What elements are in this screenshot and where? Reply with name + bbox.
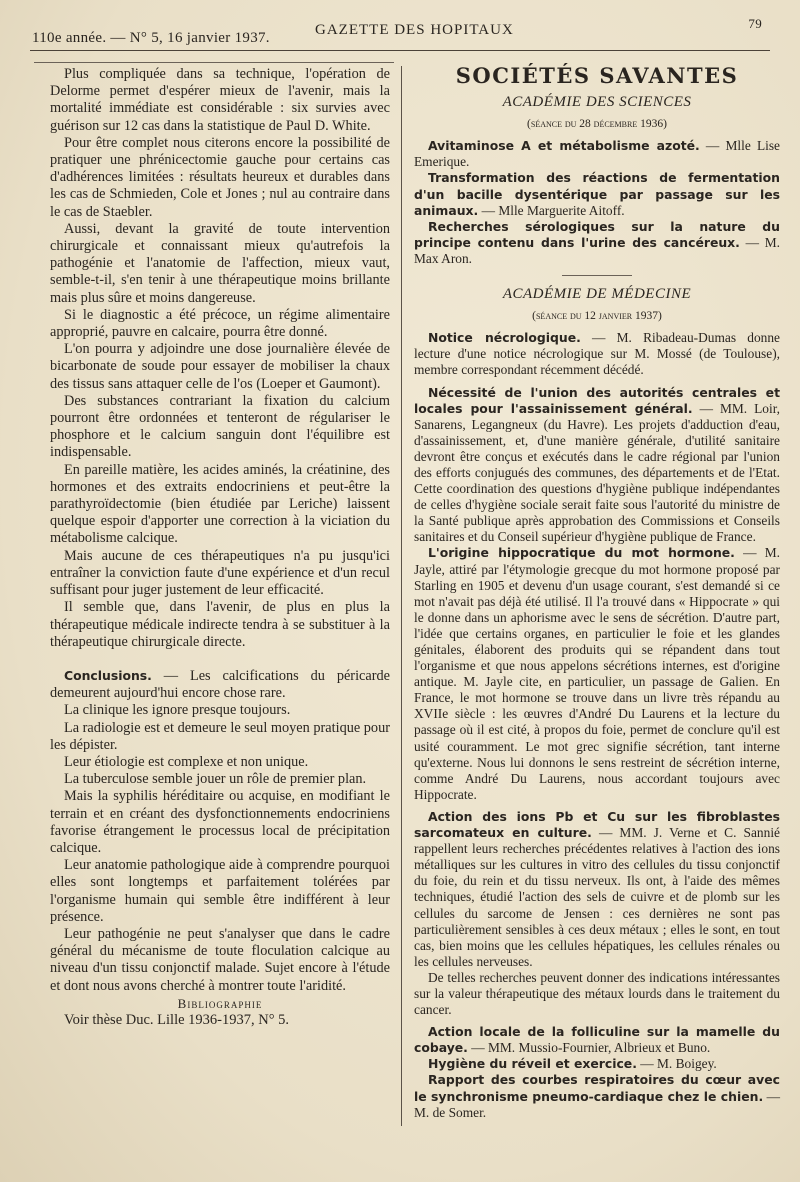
conclusions-heading: Conclusions.	[64, 667, 152, 683]
communication-title: Notice nécrologique.	[428, 330, 581, 346]
bibliography-title: Bibliographie	[177, 995, 263, 1011]
right-column	[414, 64, 780, 1121]
header-rule-secondary	[34, 62, 394, 63]
communication-authors: — Mlle Marguerite Aitoff.	[478, 202, 625, 218]
paragraph: Pour être complet nous citerons encore la possibilité de pratiquer une phrénicectomie gauche pour certains cas d'adhérences limitées : résultats heureux et durables dans les cas de Schmieden, Cole et Jones ; nul au contraire dans le cas de Staebler.	[50, 134, 390, 220]
communication	[414, 1024, 780, 1056]
communication	[414, 545, 780, 803]
column-divider	[401, 66, 402, 1126]
left-column	[50, 66, 390, 1029]
paragraph: Leur pathogénie ne peut s'analyser que dans le cadre général du mécanisme de toute floculation calcique au niveau d'un tissu conjonctif malade. Sujet encore à l'étude et dont nous avons cherché à montrer toute l'aridité.	[50, 925, 390, 994]
communication	[414, 330, 780, 378]
paragraph: Mais la syphilis héréditaire ou acquise, en modifiant le terrain et en créant des dysfonctionnements endocriniens favorise étrangement le processus local de précipitation calcique.	[50, 788, 390, 856]
paragraph: La clinique les ignore presque toujours.	[64, 702, 291, 719]
communication-authors: — M. Max Aron.	[414, 234, 780, 266]
page-number: 79	[748, 16, 762, 31]
paragraph: La tuberculose semble jouer un rôle de premier plan.	[64, 771, 367, 788]
communication-title: Hygiène du réveil et exercice.	[428, 1056, 637, 1072]
paragraph: L'on pourra y adjoindre une dose journalière élevée de bicarbonate de soude pour essayer de mobiliser la chaux des tissus sans attaquer celle de l'os (Loeper et Gaumont).	[50, 341, 390, 392]
paragraph: Si le diagnostic a été précoce, un régime alimentaire approprié, pauvre en calcaire, pourra être donné.	[50, 306, 390, 341]
communication-text: — MM. Loir, Sanarens, Legangneux (du Havre). Les projets d'adduction d'eau, d'assainissement, et, d'une manière générale, d'utilité sanitaire devront être conçus et exécutés dans le cadre régional par l'union des efforts conjugués des communes, des départements et de l'Etat. Cette coordination des questions d'hygiène publique indépendantes de celles d'hygiène sociale serait faite sous l'autorité du ministre de la Santé publique après approbation des Commissions et Conseils sanitaires et du Conseil supérieur d'hygiène publique de France.	[414, 400, 780, 545]
header-rule	[30, 50, 770, 51]
conclusions-paragraph	[50, 667, 390, 702]
communication	[414, 219, 780, 267]
communication-text: — M. Ribadeau-Dumas donne lecture d'une notice nécrologique sur M. Mossé (de Toulouse), membre correspondant récemment décédé.	[414, 330, 780, 378]
session-date: (séance du 28 décembre 1936)	[527, 118, 667, 131]
communication	[414, 170, 780, 218]
academy-heading: ACADÉMIE DE MÉDECINE	[502, 286, 692, 303]
paragraph: La radiologie est et demeure le seul moyen pratique pour les dépister.	[50, 719, 390, 753]
paragraph: Des substances contrariant la fixation du calcium pourront être ordonnées et tenteront de régulariser le phosphore et le calcium sanguin dont l'équilibre est indispensable.	[50, 392, 390, 461]
bibliography-text: Voir thèse Duc. Lille 1936-1937, N° 5.	[64, 1011, 290, 1028]
communication	[414, 138, 780, 170]
communication	[414, 1056, 780, 1072]
paragraph: Leur étiologie est complexe et non unique.	[64, 753, 309, 770]
communication-title: Avitaminose A et métabolisme azoté.	[428, 138, 700, 154]
communication-title: Nécessité de l'union des autorités centrales et locales pour l'assainissement général.	[414, 384, 780, 416]
academy-heading: ACADÉMIE DES SCIENCES	[502, 94, 692, 111]
conclusions-text: — Les calcifications du péricarde demeurent aujourd'hui encore chose rare.	[50, 667, 390, 702]
communication	[414, 809, 780, 970]
communication-text: — MM. J. Verne et C. Sannié rappellent leurs recherches précédentes relatives à l'action des ions métalliques sur les cultures in vitro des cellules du tissu conjonctif du foie, du rein et du tissu nerveux. Ils ont, à l'aide des mêmes techniques, étudié l'action des sels de cuivre et de plomb sur les cellules du sarcome de Jensen : ces dernières ne sont pas particulièrement sensibles à ces deux métaux ; elles le sont, en tout cas, bien moins que les cellules hépatiques, les cellules rénales ou les cellules nerveuses.	[414, 825, 780, 969]
paragraph: Il semble que, dans l'avenir, de plus en plus la thérapeutique médicale indirecte tendra à se substituer à la thérapeutique chirurgicale directe.	[50, 599, 390, 650]
communication	[414, 1072, 780, 1120]
journal-title: GAZETTE DES HOPITAUX	[315, 22, 514, 38]
paragraph: En pareille matière, les acides aminés, la créatinine, des hormones et des extraits endocriniens et peut-être la parathyroïdectomie (bien étudiée par Leriche) laissent quelque espoir d'apporter une correction à la viciation du métabolisme calcique.	[50, 461, 390, 547]
paragraph: Mais aucune de ces thérapeutiques n'a pu jusqu'ici entraîner la conviction faute d'une expérience et d'un recul suffisant pour juger justement de leur efficacité.	[50, 547, 390, 599]
communication-title: L'origine hippocratique du mot hormone.	[428, 545, 735, 561]
communication-text: — M. Jayle, attiré par l'étymologie grecque du mot hormone proposé par Starling en 1905 et devenu d'un usage courant, s'est demandé si ce mot n'avait pas déjà été utilisé. Il l'a trouvé dans « Hippocrate » qui le donne dans un aphorisme avec le sens de sécrétion. D'autre part, l'idée que certains organes, en particulier le foie et les glandes génitales, élaborent des produits qui se répandent dans tout l'organisme et que nous appelons sécrétions internes, est d'origine antique. M. Jayle cite, en particulier, un passage de Galien. En France, le mot hormone se trouve dans un livre très répandu au XVIIe siècle : les œuvres d'André Du Laurens et la lecture du passage où il est cité, à propos du foie, permet de conclure qu'il est usité couramment. Le mot grec signifie sécrétion, tant interne qu'externe. Nous lui donnons le sens restreint de sécrétion interne, comme André Du Laurens, nous accordant toujours avec Hippocrate.	[414, 545, 780, 802]
section-title: SOCIÉTÉS SAVANTES	[455, 63, 739, 88]
issue-line: 110e année. — N° 5, 16 janvier 1937.	[32, 30, 270, 46]
session-date: (séance du 12 janvier 1937)	[532, 310, 662, 323]
paragraph: Leur anatomie pathologique aide à comprendre pourquoi elles sont longtemps et parfaitement tolérées par l'organisme humain qui semble être indifférent à leur présence.	[50, 857, 390, 925]
communication-authors: — M. de Somer.	[414, 1088, 780, 1120]
communication-title: Transformation des réactions de fermentation d'un bacille dysentérique par passage sur les animaux.	[414, 170, 780, 218]
paragraph: Aussi, devant la gravité de toute intervention chirurgicale et connaissant mieux qu'autrefois la pathogénie et l'anatomie de l'affection, mieux vaut, semble-t-il, s'en tenir à une thérapeutique moins brillante mais plus sûre et moins dangereuse.	[50, 220, 390, 306]
communication-title: Action des ions Pb et Cu sur les fibroblastes sarcomateux en culture.	[414, 808, 780, 841]
communication-authors: — M. Boigey.	[636, 1056, 717, 1072]
page-header	[30, 16, 770, 52]
communication-title: Rapport des courbes respiratoires du cœur avec le synchronisme pneumo-cardiaque chez le chien.	[414, 1072, 780, 1104]
paragraph: De telles recherches peuvent donner des indications intéressantes sur la valeur thérapeutique des métaux lourds dans le traitement du cancer.	[414, 969, 780, 1018]
communication-authors: — Mlle Lise Emerique.	[414, 138, 781, 170]
communication	[414, 385, 780, 546]
communication-title: Action locale de la folliculine sur la mamelle du cobaye.	[414, 1024, 780, 1056]
paragraph: Plus compliquée dans sa technique, l'opération de Delorme permet d'espérer mieux de l'avenir, mais la mortalité immédiate est considérable : six survies avec guérison sur 12 cas dans la statistique de Paul D. White.	[50, 66, 390, 134]
communication-authors: — MM. Mussio-Fournier, Albrieux et Buno.	[467, 1040, 711, 1056]
section-divider	[562, 275, 632, 276]
communication-title: Recherches sérologiques sur la nature du principe contenu dans l'urine des cancéreux.	[414, 218, 780, 250]
